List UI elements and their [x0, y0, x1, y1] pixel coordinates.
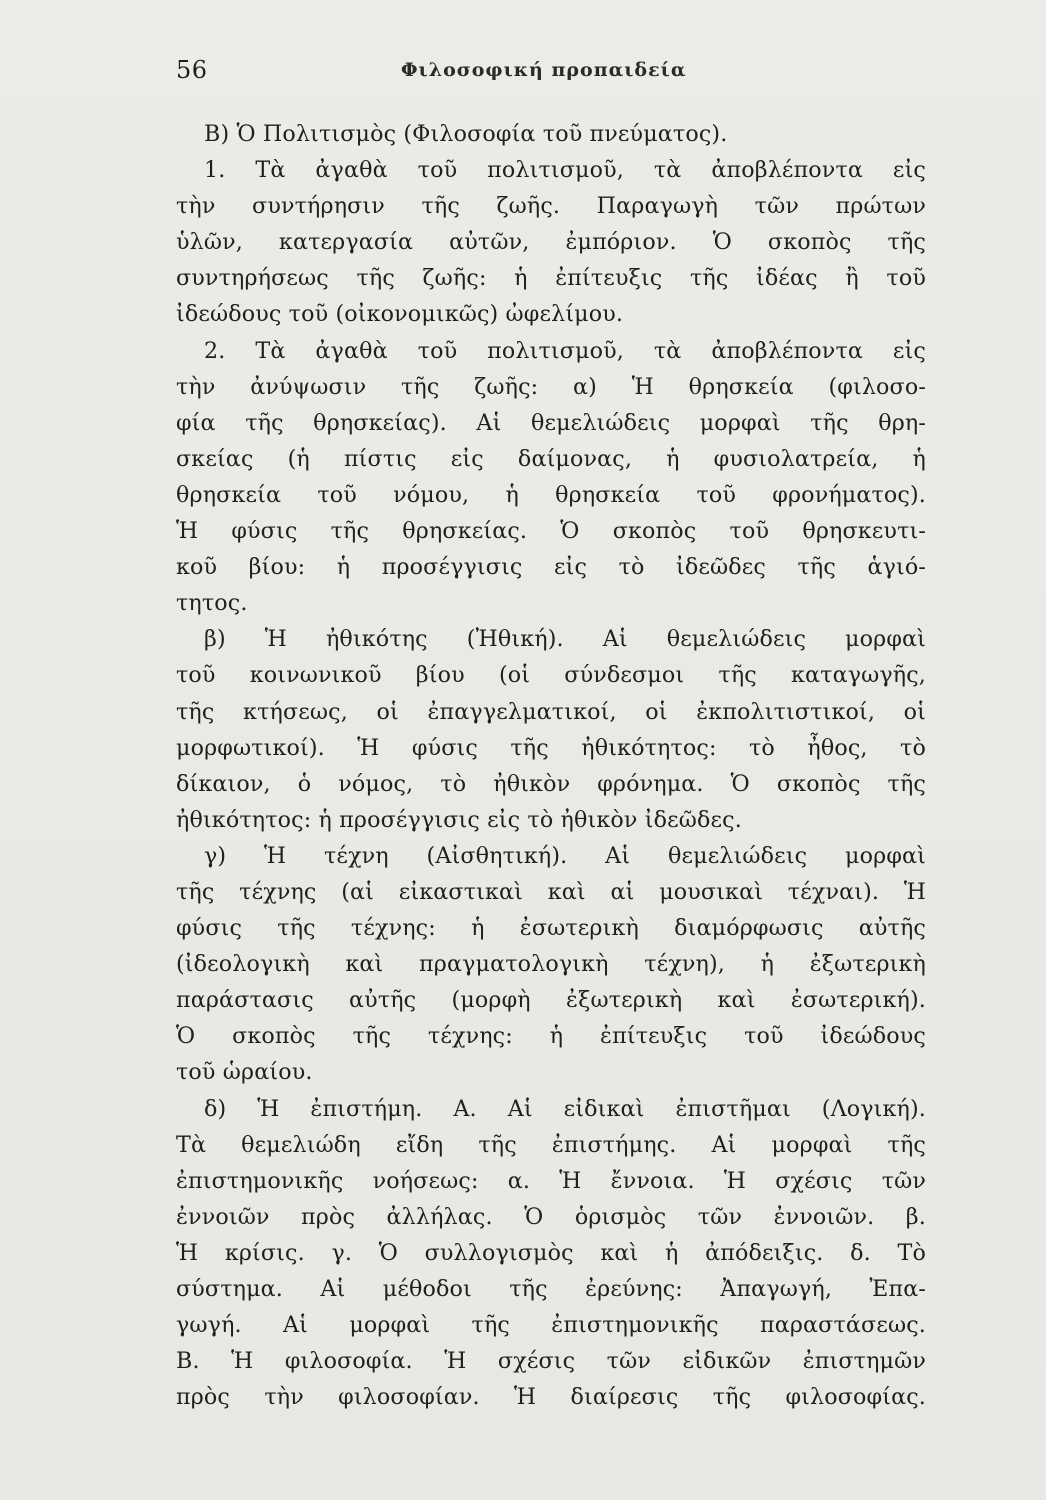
text-line: 1. Τὰ ἀγαθὰ τοῦ πολιτισμοῦ, τὰ ἀποβλέποντα εἰς	[204, 157, 926, 184]
text-line: Ὁ σκοπὸς τῆς τέχνης: ἡ ἐπίτευξις τοῦ ἰδεώδους	[176, 1023, 926, 1050]
text-line: (ἰδεολογικὴ καὶ πραγματολογικὴ τέχνη), ἡ ἐξωτερικὴ	[176, 951, 926, 978]
text-line: Β) Ὁ Πολιτισμὸς (Φιλοσοφία τοῦ πνεύματος).	[204, 121, 728, 147]
text-line: πρὸς τὴν φιλοσοφίαν. Ἡ διαίρεσις τῆς φιλοσοφίας.	[176, 1384, 926, 1411]
page-number: 56	[176, 56, 208, 84]
text-line: δίκαιον, ὁ νόμος, τὸ ἠθικὸν φρόνημα. Ὁ σκοπὸς τῆς	[176, 770, 926, 797]
text-line: κοῦ βίου: ἡ προσέγγισις εἰς τὸ ἰδεῶδες τῆς ἁγιό-	[176, 554, 926, 581]
page-header	[176, 56, 876, 96]
text-line: β) Ἡ ἠθικότης (Ἠθική). Αἱ θεμελιώδεις μορφαὶ	[204, 626, 926, 653]
body-text	[176, 116, 926, 1415]
running-head: Φιλοσοφική προπαιδεία	[401, 59, 687, 81]
text-line: τῆς τέχνης (αἱ εἰκαστικαὶ καὶ αἱ μουσικαὶ τέχναι). Ἡ	[176, 878, 926, 905]
text-line: Τὰ θεμελιώδη εἴδη τῆς ἐπιστήμης. Αἱ μορφαὶ τῆς	[176, 1131, 926, 1158]
text-line: γωγή. Αἱ μορφαὶ τῆς ἐπιστημονικῆς παραστάσεως.	[176, 1312, 926, 1339]
text-line: θρησκεία τοῦ νόμου, ἡ θρησκεία τοῦ φρονήματος).	[176, 481, 926, 508]
text-line: ἐπιστημονικῆς νοήσεως: α. Ἡ ἔννοια. Ἡ σχέσις τῶν	[176, 1167, 926, 1194]
text-line: ἠθικότητος: ἡ προσέγγισις εἰς τὸ ἠθικὸν ἰδεῶδες.	[176, 806, 742, 833]
text-line: ἐννοιῶν πρὸς ἀλλήλας. Ὁ ὁρισμὸς τῶν ἐννοιῶν. β.	[176, 1203, 926, 1230]
text-line: τοῦ ὡραίου.	[176, 1059, 313, 1086]
text-line: σκείας (ἡ πίστις εἰς δαίμονας, ἡ φυσιολατρεία, ἡ	[176, 445, 926, 472]
text-line: Ἡ κρίσις. γ. Ὁ συλλογισμὸς καὶ ἡ ἀπόδειξις. δ. Τὸ	[176, 1239, 926, 1266]
text-line: παράστασις αὐτῆς (μορφὴ ἐξωτερικὴ καὶ ἐσωτερική).	[176, 987, 926, 1014]
text-line: γ) Ἡ τέχνη (Αἰσθητική). Αἱ θεμελιώδεις μορφαὶ	[204, 842, 926, 869]
text-line: τὴν ἀνύψωσιν τῆς ζωῆς: α) Ἡ θρησκεία (φιλοσο-	[176, 373, 926, 400]
text-line: τητος.	[176, 590, 248, 617]
text-line: Β. Ἡ φιλοσοφία. Ἡ σχέσις τῶν εἰδικῶν ἐπιστημῶν	[176, 1348, 926, 1375]
text-line: συντηρήσεως τῆς ζωῆς: ἡ ἐπίτευξις τῆς ἰδέας ἢ τοῦ	[176, 265, 926, 292]
text-line: δ) Ἡ ἐπιστήμη. Α. Αἱ εἰδικαὶ ἐπιστῆμαι (Λογική).	[204, 1095, 926, 1122]
text-line: τοῦ κοινωνικοῦ βίου (οἱ σύνδεσμοι τῆς καταγωγῆς,	[176, 662, 926, 689]
text-line: φία τῆς θρησκείας). Αἱ θεμελιώδεις μορφαὶ τῆς θρη-	[176, 409, 926, 436]
text-line: ἰδεώδους τοῦ (οἰκονομικῶς) ὠφελίμου.	[176, 301, 624, 328]
text-line: Ἡ φύσις τῆς θρησκείας. Ὁ σκοπὸς τοῦ θρησκευτι-	[176, 518, 926, 545]
text-line: ὑλῶν, κατεργασία αὐτῶν, ἐμπόριον. Ὁ σκοπὸς τῆς	[176, 229, 926, 256]
text-line: σύστημα. Αἱ μέθοδοι τῆς ἐρεύνης: Ἀπαγωγή, Ἐπα-	[176, 1276, 926, 1302]
text-line: μορφωτικοί). Ἡ φύσις τῆς ἠθικότητος: τὸ ἦθος, τὸ	[176, 734, 926, 761]
text-line: τὴν συντήρησιν τῆς ζωῆς. Παραγωγὴ τῶν πρώτων	[176, 193, 926, 220]
text-line: τῆς κτήσεως, οἱ ἐπαγγελματικοί, οἱ ἐκπολιτιστικοί, οἱ	[176, 698, 926, 725]
text-line: φύσις τῆς τέχνης: ἡ ἐσωτερικὴ διαμόρφωσις αὐτῆς	[176, 915, 926, 942]
text-line: 2. Τὰ ἀγαθὰ τοῦ πολιτισμοῦ, τὰ ἀποβλέποντα εἰς	[204, 337, 926, 364]
